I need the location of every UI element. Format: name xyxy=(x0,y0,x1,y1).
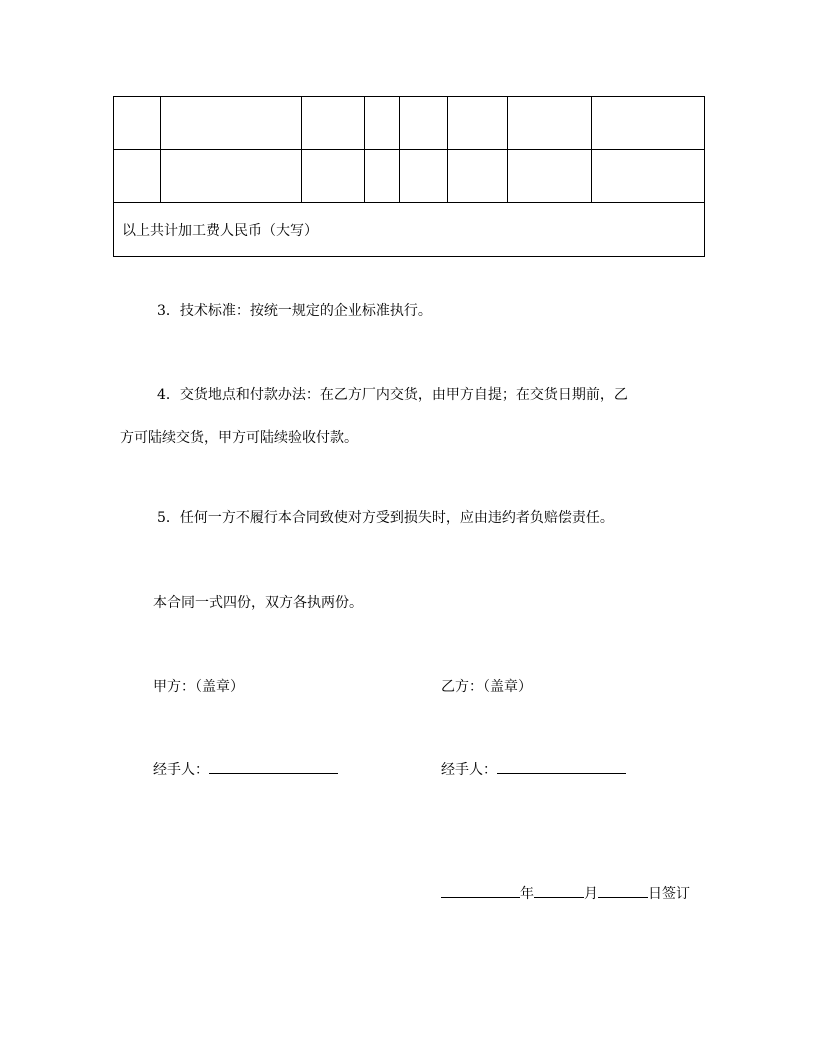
table-cell xyxy=(365,97,400,150)
clause-4-line-2: 方可陆续交货，甲方可陆续验收付款。 xyxy=(120,430,358,446)
day-signed-label: 日签订 xyxy=(648,886,690,902)
table-row xyxy=(114,150,705,203)
table-cell xyxy=(365,150,400,203)
year-blank[interactable] xyxy=(441,883,520,898)
table-row xyxy=(114,97,705,150)
table-cell xyxy=(448,150,508,203)
party-b-handler xyxy=(441,759,626,779)
total-label: 以上共计加工费人民币（大写） xyxy=(114,203,705,257)
table-cell xyxy=(114,150,161,203)
table-cell xyxy=(508,97,592,150)
clause-5: 5．任何一方不履行本合同致使对方受到损失时，应由违约者负赔偿责任。 xyxy=(157,510,614,526)
party-a-handler xyxy=(153,759,338,779)
table-cell xyxy=(592,97,705,150)
month-blank[interactable] xyxy=(534,883,584,898)
total-row xyxy=(114,203,705,257)
party-b-handler-label: 经手人： xyxy=(441,762,497,778)
table-cell xyxy=(592,150,705,203)
clause-3: 3．技术标准：按统一规定的企业标准执行。 xyxy=(157,303,432,319)
table-cell xyxy=(400,97,448,150)
party-b-seal-label: 乙方：（盖章） xyxy=(441,679,532,695)
table-cell xyxy=(302,97,365,150)
processing-fee-table xyxy=(113,96,705,257)
day-blank[interactable] xyxy=(598,883,648,898)
table-cell xyxy=(161,150,302,203)
table-cell xyxy=(508,150,592,203)
signing-date xyxy=(441,883,690,903)
clause-4-line-1: 4．交货地点和付款办法：在乙方厂内交货，由甲方自提；在交货日期前，乙 xyxy=(157,387,628,403)
party-a-handler-label: 经手人： xyxy=(153,762,209,778)
party-a-seal-label: 甲方：（盖章） xyxy=(153,679,244,695)
table-cell xyxy=(114,97,161,150)
table-cell xyxy=(302,150,365,203)
table-cell xyxy=(400,150,448,203)
year-label: 年 xyxy=(520,886,534,902)
table-cell xyxy=(161,97,302,150)
month-label: 月 xyxy=(584,886,598,902)
copies-clause: 本合同一式四份，双方各执两份。 xyxy=(153,595,363,611)
table-cell xyxy=(448,97,508,150)
party-b-handler-line[interactable] xyxy=(497,759,626,774)
party-a-handler-line[interactable] xyxy=(209,759,338,774)
